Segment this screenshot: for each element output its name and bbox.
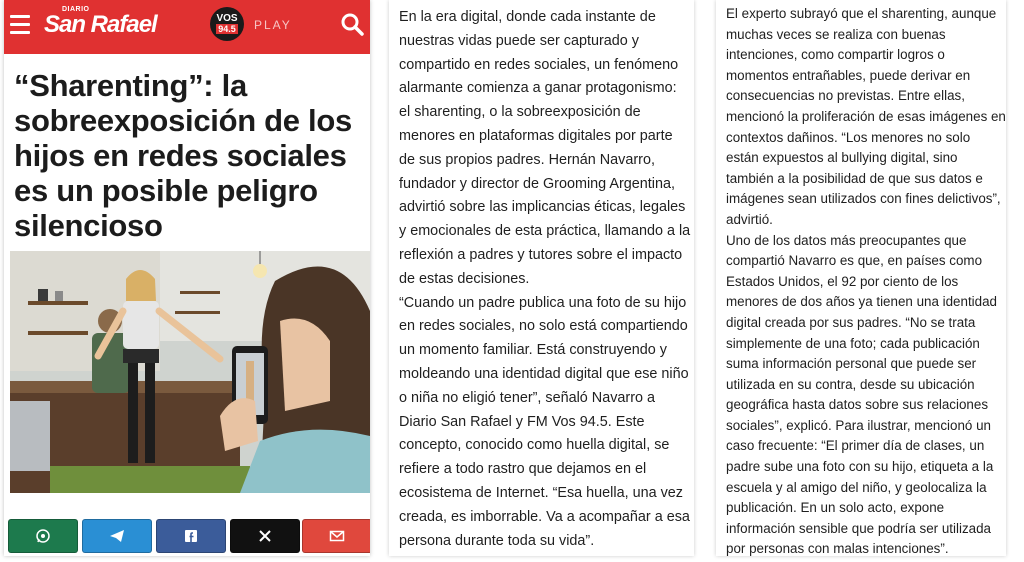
share-bar bbox=[4, 515, 370, 555]
x-icon bbox=[257, 528, 273, 544]
share-telegram-button[interactable] bbox=[82, 519, 152, 553]
play-link[interactable]: PLAY bbox=[254, 18, 292, 32]
paragraph: En la era digital, donde cada instante de nuestras vidas puede ser capturado y compartido en redes sociales, un fenómeno alarmante comienza a ganar protagonismo: el sharenting, o la sobreexposición de menores en plataformas digitales por parte de sus propios padres. Hernán Navarro, fundador y director de Grooming Argentina, advirtió sobre las implicancias éticas, legales y emocionales de esta práctica, llamando a la reflexión a padres y tutores sobre el impacto de estas decisiones. bbox=[399, 9, 691, 287]
paragraph: Uno de los datos más preocupantes que compartió Navarro es que, en países como Estados Unidos, el 92 por ciento de los menores de dos años ya tienen una identidad digital creada por sus padres. “No se trata simplemente de una foto; cada publicación suma información personal que puede ser utilizada en su contra, desde su ubicación geográfica hasta datos sobre sus relaciones sociales”, explicó. Para ilustrar, mencionó un caso frecuente: “El primer día de clases, un padre sube una foto con su hijo, etiqueta a la escuela y al amigo del niño, y geolocaliza la publicación. En un solo acto, expone información sensible que podría ser utilizada por personas con malas intenciones”. bbox=[726, 232, 997, 557]
article-text-column-1 bbox=[389, 0, 694, 556]
article-photo bbox=[10, 251, 370, 493]
paragraph: “Cuando un padre publica una foto de su hijo en redes sociales, no solo está compartiendo un momento familiar. Está construyendo y moldeando una identidad digital que ese niño o niña no eligió tener”, señaló Navarro a Diario San Rafael y FM Vos 94.5. Este concepto, conocido como huella digital, se refiere a todo rastro que dejamos en el ecosistema de Internet. “Esa huella, una vez creada, es imborrable. Va a acompañar a esa persona durante toda su vida”. bbox=[399, 294, 690, 549]
radio-badge-frequency: 94.5 bbox=[218, 24, 236, 34]
search-icon[interactable] bbox=[340, 12, 364, 36]
logo-diario-text: DIARIO bbox=[62, 6, 90, 13]
share-email-button[interactable] bbox=[302, 519, 370, 553]
radio-badge[interactable] bbox=[210, 7, 244, 41]
article-text-column-2 bbox=[716, 0, 1006, 556]
mobile-article-panel bbox=[4, 0, 370, 556]
menu-icon[interactable] bbox=[10, 15, 30, 37]
site-logo[interactable]: San Rafael bbox=[44, 11, 157, 38]
telegram-icon bbox=[109, 528, 125, 544]
paragraph: El experto subrayó que el sharenting, aunque muchas veces se realiza con buenas intenciones, como compartir logros o momentos entrañables, puede derivar en consecuencias no previstas. Entre ellas, mencionó la proliferación de esas imágenes en contextos dañinos. “Los menores no solo están expuestos al bullying digital, sino también a la posibilidad de que sus datos e imágenes sean utilizados con fines delictivos”, advirtió. bbox=[726, 6, 1006, 227]
share-facebook-button[interactable] bbox=[156, 519, 226, 553]
facebook-icon bbox=[183, 528, 199, 544]
share-x-button[interactable] bbox=[230, 519, 300, 553]
top-bar bbox=[4, 0, 370, 54]
email-icon bbox=[329, 528, 345, 544]
whatsapp-icon bbox=[35, 528, 51, 544]
column-1-text bbox=[399, 6, 691, 553]
share-whatsapp-button[interactable] bbox=[8, 519, 78, 553]
article-headline: “Sharenting”: la sobreexposición de los hijos en redes sociales es un posible peligro silencioso bbox=[14, 68, 352, 243]
column-2-text bbox=[726, 4, 1006, 560]
radio-badge-name: VOS bbox=[216, 13, 238, 24]
